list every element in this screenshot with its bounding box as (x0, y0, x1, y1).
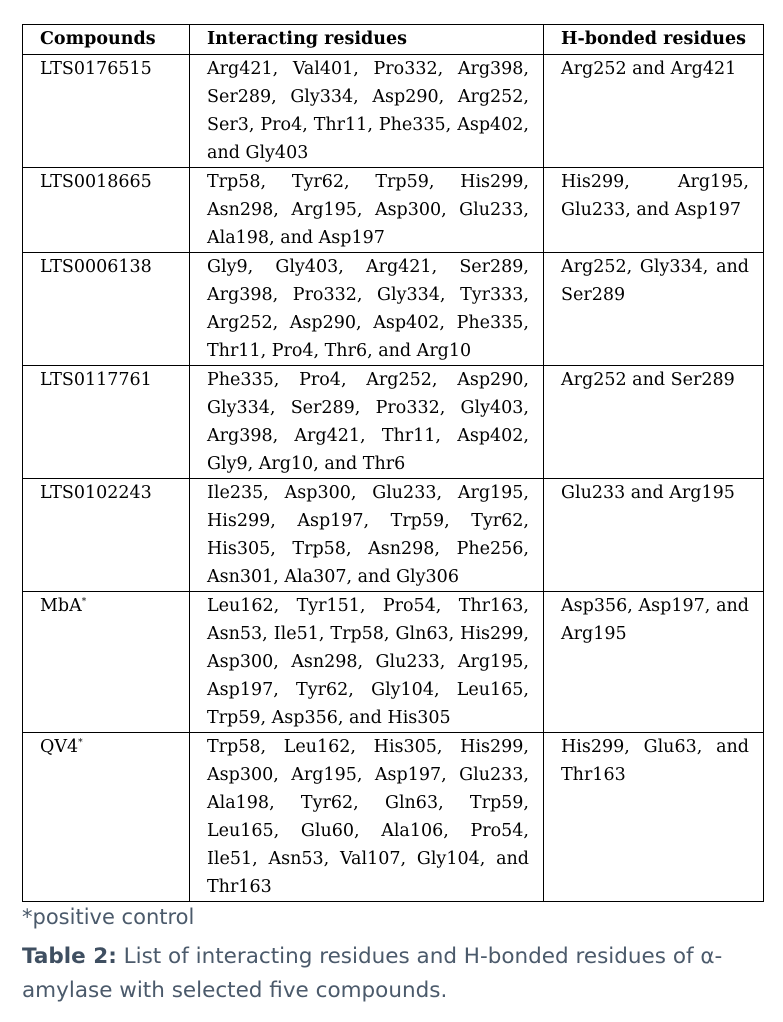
table-row (23, 592, 764, 733)
interacting-cell: Trp58, Tyr62, Trp59, His299, Asn298, Arg195, Asp300, Glu233, Ala198, and Asp197 (190, 168, 544, 253)
table-row (23, 168, 764, 253)
hbonded-cell: His299, Glu63, and Thr163 (544, 733, 764, 902)
hbonded-cell: His299, Arg195, Glu233, and Asp197 (544, 168, 764, 253)
header-interacting-residues: Interacting residues (190, 25, 544, 55)
compound-cell (23, 253, 190, 366)
interacting-cell: Arg421, Val401, Pro332, Arg398, Ser289, Gly334, Asp290, Arg252, Ser3, Pro4, Thr11, Phe335, Asp402, and Gly403 (190, 55, 544, 168)
interacting-cell: Ile235, Asp300, Glu233, Arg195, His299, Asp197, Trp59, Tyr62, His305, Trp58, Asn298, Phe256, Asn301, Ala307, and Gly306 (190, 479, 544, 592)
footnote: *positive control (22, 905, 195, 929)
residues-table (22, 24, 764, 902)
table-row (23, 253, 764, 366)
caption-label: Table 2: (22, 944, 117, 969)
compound-cell (23, 733, 190, 902)
table-row (23, 55, 764, 168)
header-compounds: Compounds (23, 25, 190, 55)
compound-cell (23, 168, 190, 253)
compound-cell (23, 366, 190, 479)
compound-name: LTS0176515 (40, 59, 152, 79)
table-caption (22, 940, 774, 1008)
table-row (23, 479, 764, 592)
compound-name: LTS0117761 (40, 370, 152, 390)
compound-name: LTS0018665 (40, 172, 152, 192)
compound-name: QV4 (40, 737, 79, 757)
hbonded-cell: Arg252, Gly334, and Ser289 (544, 253, 764, 366)
hbonded-cell: Arg252 and Arg421 (544, 55, 764, 168)
compound-name: LTS0006138 (40, 257, 152, 277)
hbonded-cell: Glu233 and Arg195 (544, 479, 764, 592)
header-hbonded-residues: H-bonded residues (544, 25, 764, 55)
hbonded-cell: Arg252 and Ser289 (544, 366, 764, 479)
compound-cell (23, 592, 190, 733)
positive-control-marker: * (78, 738, 83, 749)
interacting-cell: Trp58, Leu162, His305, His299, Asp300, Arg195, Asp197, Glu233, Ala198, Tyr62, Gln63, Trp59, Leu165, Glu60, Ala106, Pro54, Ile51, Asn53, Val107, Gly104, and Thr163 (190, 733, 544, 902)
interacting-cell: Phe335, Pro4, Arg252, Asp290, Gly334, Ser289, Pro332, Gly403, Arg398, Arg421, Thr11, Asp402, Gly9, Arg10, and Thr6 (190, 366, 544, 479)
table-header-row (23, 25, 764, 55)
positive-control-marker: * (81, 597, 87, 608)
compound-cell (23, 55, 190, 168)
table-row (23, 733, 764, 902)
interacting-cell: Gly9, Gly403, Arg421, Ser289, Arg398, Pro332, Gly334, Tyr333, Arg252, Asp290, Asp402, Phe335, Thr11, Pro4, Thr6, and Arg10 (190, 253, 544, 366)
hbonded-cell: Asp356, Asp197, and Arg195 (544, 592, 764, 733)
caption-text: List of interacting residues and H-bonded residues of α-amylase with selected five compounds. (22, 944, 723, 1003)
compound-cell (23, 479, 190, 592)
compound-name: LTS0102243 (40, 483, 152, 503)
compound-name: MbA (40, 596, 82, 616)
table-row (23, 366, 764, 479)
interacting-cell: Leu162, Tyr151, Pro54, Thr163, Asn53, Ile51, Trp58, Gln63, His299, Asp300, Asn298, Glu233, Arg195, Asp197, Tyr62, Gly104, Leu165, Trp59, Asp356, and His305 (190, 592, 544, 733)
